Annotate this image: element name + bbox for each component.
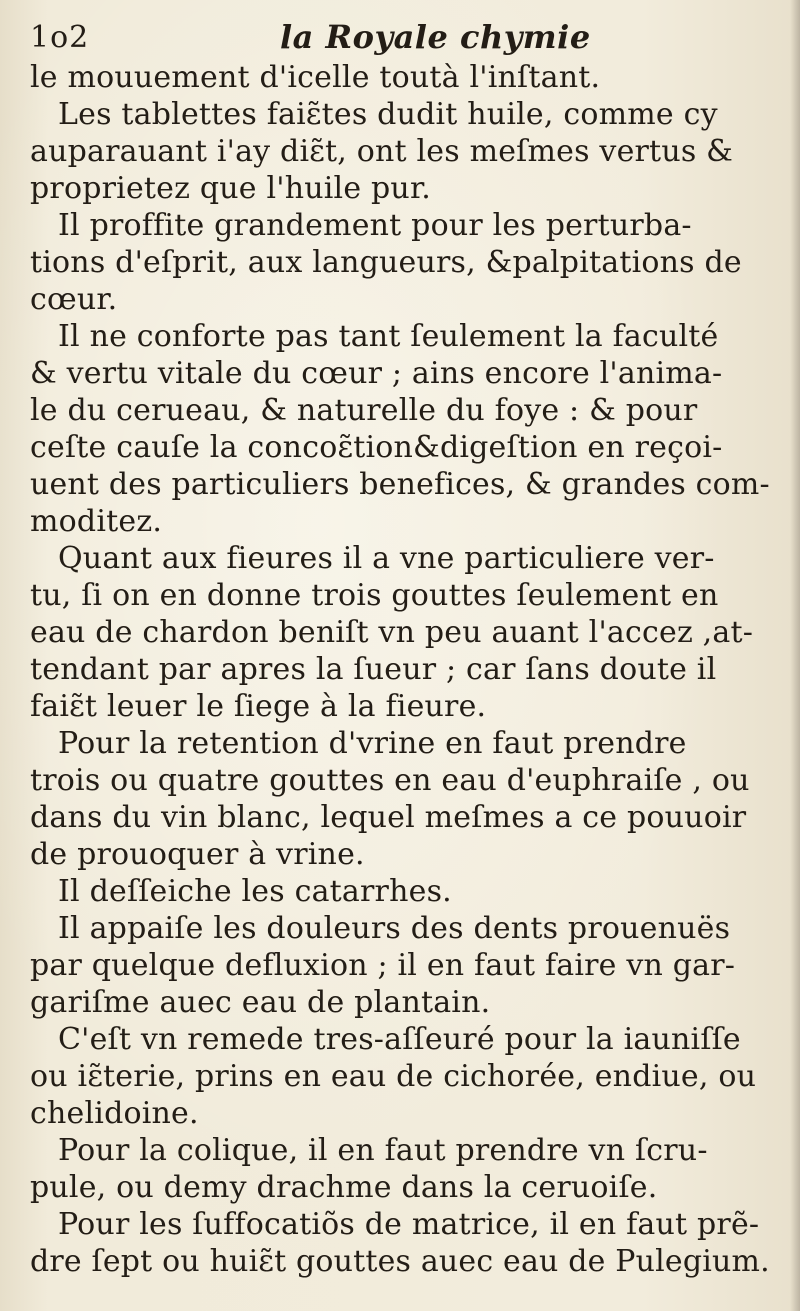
text-line: dans du vin blanc, lequel meſmes a ce pouuoir bbox=[30, 800, 747, 835]
text-line: le du cerueau, & naturelle du foye : & pour bbox=[30, 393, 698, 428]
text-line: Il proffite grandement pour les perturba- bbox=[58, 208, 692, 243]
text-line: moditez. bbox=[30, 504, 163, 539]
text-line: cœur. bbox=[30, 282, 118, 317]
text-line: chelidoine. bbox=[30, 1096, 199, 1131]
text-line: dre ſept ou huiɛ̃t gouttes auec eau de Pulegium. bbox=[30, 1244, 770, 1279]
text-line: Pour la retention d'vrine en faut prendre bbox=[58, 726, 687, 761]
text-line: Pour les ſuffocatiõs de matrice, il en faut prẽ- bbox=[58, 1207, 760, 1242]
text-line: gariſme auec eau de plantain. bbox=[30, 985, 491, 1020]
text-line: eau de chardon beniſt vn peu auant l'accez ,at- bbox=[30, 615, 754, 650]
running-title: la Royale chymie bbox=[280, 18, 591, 56]
text-line: & vertu vitale du cœur ; ains encore l'anima- bbox=[30, 356, 723, 391]
text-line: Il appaiſe les douleurs des dents prouenuës bbox=[58, 911, 731, 946]
text-line: uent des particuliers benefices, & grandes com- bbox=[30, 467, 770, 502]
text-line: tu, ſi on en donne trois gouttes ſeulement en bbox=[30, 578, 719, 613]
text-line: le mouuement d'icelle toutà l'inſtant. bbox=[30, 60, 601, 95]
text-line: faiɛ̃t leuer le ſiege à la fieure. bbox=[30, 689, 487, 724]
page-number: 1o2 bbox=[30, 20, 90, 55]
text-line: pule, ou demy drachme dans la ceruoiſe. bbox=[30, 1170, 658, 1205]
text-line: Les tablettes faiɛ̃tes dudit huile, comme cy bbox=[58, 97, 718, 132]
text-line: Il ne conforte pas tant ſeulement la faculté bbox=[58, 319, 719, 354]
text-line: de prouoquer à vrine. bbox=[30, 837, 365, 872]
text-line: C'eſt vn remede tres-aſſeuré pour la iauniſſe bbox=[58, 1022, 741, 1057]
text-line: trois ou quatre gouttes en eau d'euphraiſe , ou bbox=[30, 763, 750, 798]
text-line: par quelque defluxion ; il en faut faire vn gar- bbox=[30, 948, 736, 983]
page-gutter-shadow bbox=[790, 0, 800, 1311]
text-line: Il deſſeiche les catarrhes. bbox=[58, 874, 452, 909]
text-line: Quant aux fieures il a vne particuliere ver- bbox=[58, 541, 715, 576]
text-line: tions d'eſprit, aux langueurs, &palpitations de bbox=[30, 245, 742, 280]
page-header bbox=[30, 12, 770, 60]
text-line: Pour la colique, il en faut prendre vn ſcru- bbox=[58, 1133, 708, 1168]
text-line: ou iɛ̃terie, prins en eau de cichorée, endiue, ou bbox=[30, 1059, 757, 1094]
text-line: proprietez que l'huile pur. bbox=[30, 171, 431, 206]
text-line: tendant par apres la ſueur ; car ſans doute il bbox=[30, 652, 717, 687]
text-line: auparauant i'ay diɛ̃t, ont les meſmes vertus & bbox=[30, 134, 734, 169]
text-line: ceſte cauſe la concoɛ̃tion&digeſtion en reçoi- bbox=[30, 430, 723, 465]
